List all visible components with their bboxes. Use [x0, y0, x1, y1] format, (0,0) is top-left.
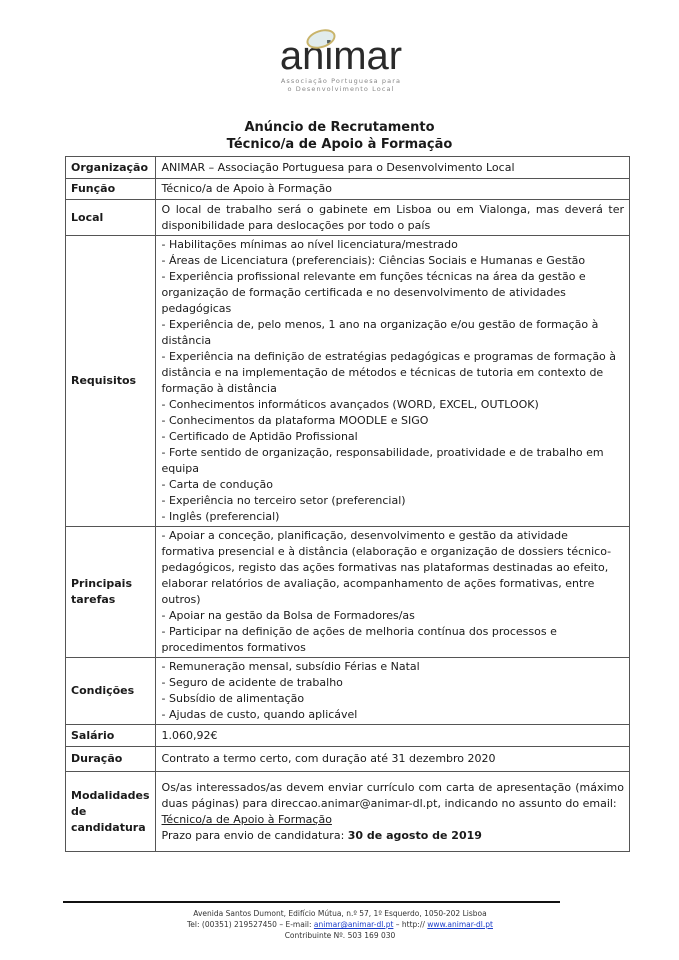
candidatura-subject: Técnico/a de Apoio à Formação	[161, 812, 332, 826]
row-tarefas	[66, 527, 630, 658]
requisito-item: - Experiência na definição de estratégias pedagógicas e programas de formação à distância e na implementação de métodos e técnicas de tutoria em contexto de formação à distância	[161, 350, 617, 395]
label-condicoes: Condições	[66, 658, 156, 725]
tarefa-item: - Participar na definição de ações de melhoria contínua dos processos e procedimentos formativos	[161, 625, 557, 654]
row-condicoes	[66, 658, 630, 725]
footer-email-link[interactable]: animar@animar-dl.pt	[313, 920, 394, 929]
value-tarefas	[155, 527, 629, 658]
row-requisitos	[66, 236, 630, 527]
condicao-item: - Remuneração mensal, subsídio Férias e Natal	[161, 660, 420, 673]
deadline-value: 30 de agosto de 2019	[347, 828, 482, 842]
label-salario: Salário	[66, 725, 156, 747]
logo-subtitle-line1: Associação Portuguesa para	[280, 77, 402, 85]
value-organizacao: ANIMAR – Associação Portuguesa para o Desenvolvimento Local	[155, 157, 629, 179]
footer-tel: Tel: (00351) 219527450 – E-mail:	[187, 920, 314, 929]
label-requisitos: Requisitos	[66, 236, 156, 527]
condicao-item: - Seguro de acidente de trabalho	[161, 676, 343, 689]
label-funcao: Função	[66, 179, 156, 200]
requisito-item: - Conhecimentos da plataforma MOODLE e SIGO	[161, 414, 429, 427]
value-duracao: Contrato a termo certo, com duração até 31 dezembro 2020	[155, 747, 629, 772]
logo-subtitle	[266, 77, 416, 93]
tarefa-item: - Apoiar na gestão da Bolsa de Formadores/as	[161, 609, 415, 622]
requisito-item: - Inglês (preferencial)	[161, 510, 280, 523]
requisito-item: - Experiência profissional relevante em funções técnicas na área da gestão e organização de formação certificada e no desenvolvimento de atividades pedagógicas	[161, 270, 586, 315]
row-local	[66, 200, 630, 236]
footer-http-prefix: – http://	[393, 920, 428, 929]
value-funcao: Técnico/a de Apoio à Formação	[155, 179, 629, 200]
footer-nif: Contribuinte Nº. 503 169 030	[284, 931, 396, 940]
label-local: Local	[66, 200, 156, 236]
requisito-item: - Carta de condução	[161, 478, 273, 491]
requisito-item: - Experiência de, pelo menos, 1 ano na organização e/ou gestão de formação à distância	[161, 318, 599, 347]
value-condicoes	[155, 658, 629, 725]
value-requisitos	[155, 236, 629, 527]
job-ad-table	[65, 156, 630, 852]
value-candidatura	[155, 772, 629, 852]
requisito-item: - Forte sentido de organização, responsabilidade, proatividade e de trabalho em equipa	[161, 446, 604, 475]
tarefa-item: - Apoiar a conceção, planificação, desenvolvimento e gestão da atividade formativa presencial e à distância (elaboração e organização de dossiers técnico-pedagógicos, registo das ações formativas nas plataformas destinadas ao efeito, elaborar relatórios de avaliação, acompanhamento de ações formativas, entre outros)	[161, 529, 612, 606]
value-local: O local de trabalho será o gabinete em Lisboa ou em Vialonga, mas deverá ter disponibilidade para deslocações por todo o país	[155, 200, 629, 236]
row-funcao	[66, 179, 630, 200]
page-subtitle: Técnico/a de Apoio à Formação	[226, 137, 453, 152]
deadline-label: Prazo para envio de candidatura:	[161, 828, 348, 842]
logo-word-text: animar	[279, 34, 403, 78]
requisito-item: - Habilitações mínimas ao nível licenciatura/mestrado	[161, 238, 458, 251]
logo-wordmark	[266, 36, 416, 76]
footer-divider	[63, 901, 560, 903]
requisito-item: - Conhecimentos informáticos avançados (WORD, EXCEL, OUTLOOK)	[161, 398, 539, 411]
logo-subtitle-line2: o Desenvolvimento Local	[287, 85, 395, 93]
value-salario: 1.060,92€	[155, 725, 629, 747]
row-organizacao	[66, 157, 630, 179]
footer	[160, 908, 520, 941]
footer-website-link[interactable]: www.animar-dl.pt	[427, 920, 493, 929]
footer-address: Avenida Santos Dumont, Edifício Mútua, n.º 57, 1º Esquerdo, 1050-202 Lisboa	[193, 909, 487, 918]
row-salario	[66, 725, 630, 747]
label-duracao: Duração	[66, 747, 156, 772]
condicao-item: - Subsídio de alimentação	[161, 692, 305, 705]
candidatura-deadline	[162, 828, 624, 844]
label-candidatura: Modalidades de candidatura	[66, 772, 156, 852]
requisito-item: - Experiência no terceiro setor (preferencial)	[161, 494, 406, 507]
label-organizacao: Organização	[66, 157, 156, 179]
footer-contacts	[160, 919, 520, 930]
condicao-item: - Ajudas de custo, quando aplicável	[161, 708, 358, 721]
requisito-item: - Certificado de Aptidão Profissional	[161, 430, 358, 443]
row-duracao	[66, 747, 630, 772]
row-candidatura	[66, 772, 630, 852]
requisito-item: - Áreas de Licenciatura (preferenciais): Ciências Sociais e Humanas e Gestão	[161, 254, 586, 267]
label-tarefas: Principais tarefas	[66, 527, 156, 658]
animar-logo	[266, 36, 416, 106]
candidatura-text: Os/as interessados/as devem enviar currículo com carta de apresentação (máximo duas páginas) para direccao.animar@animar-dl.pt, indicando no assunto do email:	[161, 780, 624, 810]
page-title: Anúncio de Recrutamento	[244, 120, 435, 135]
